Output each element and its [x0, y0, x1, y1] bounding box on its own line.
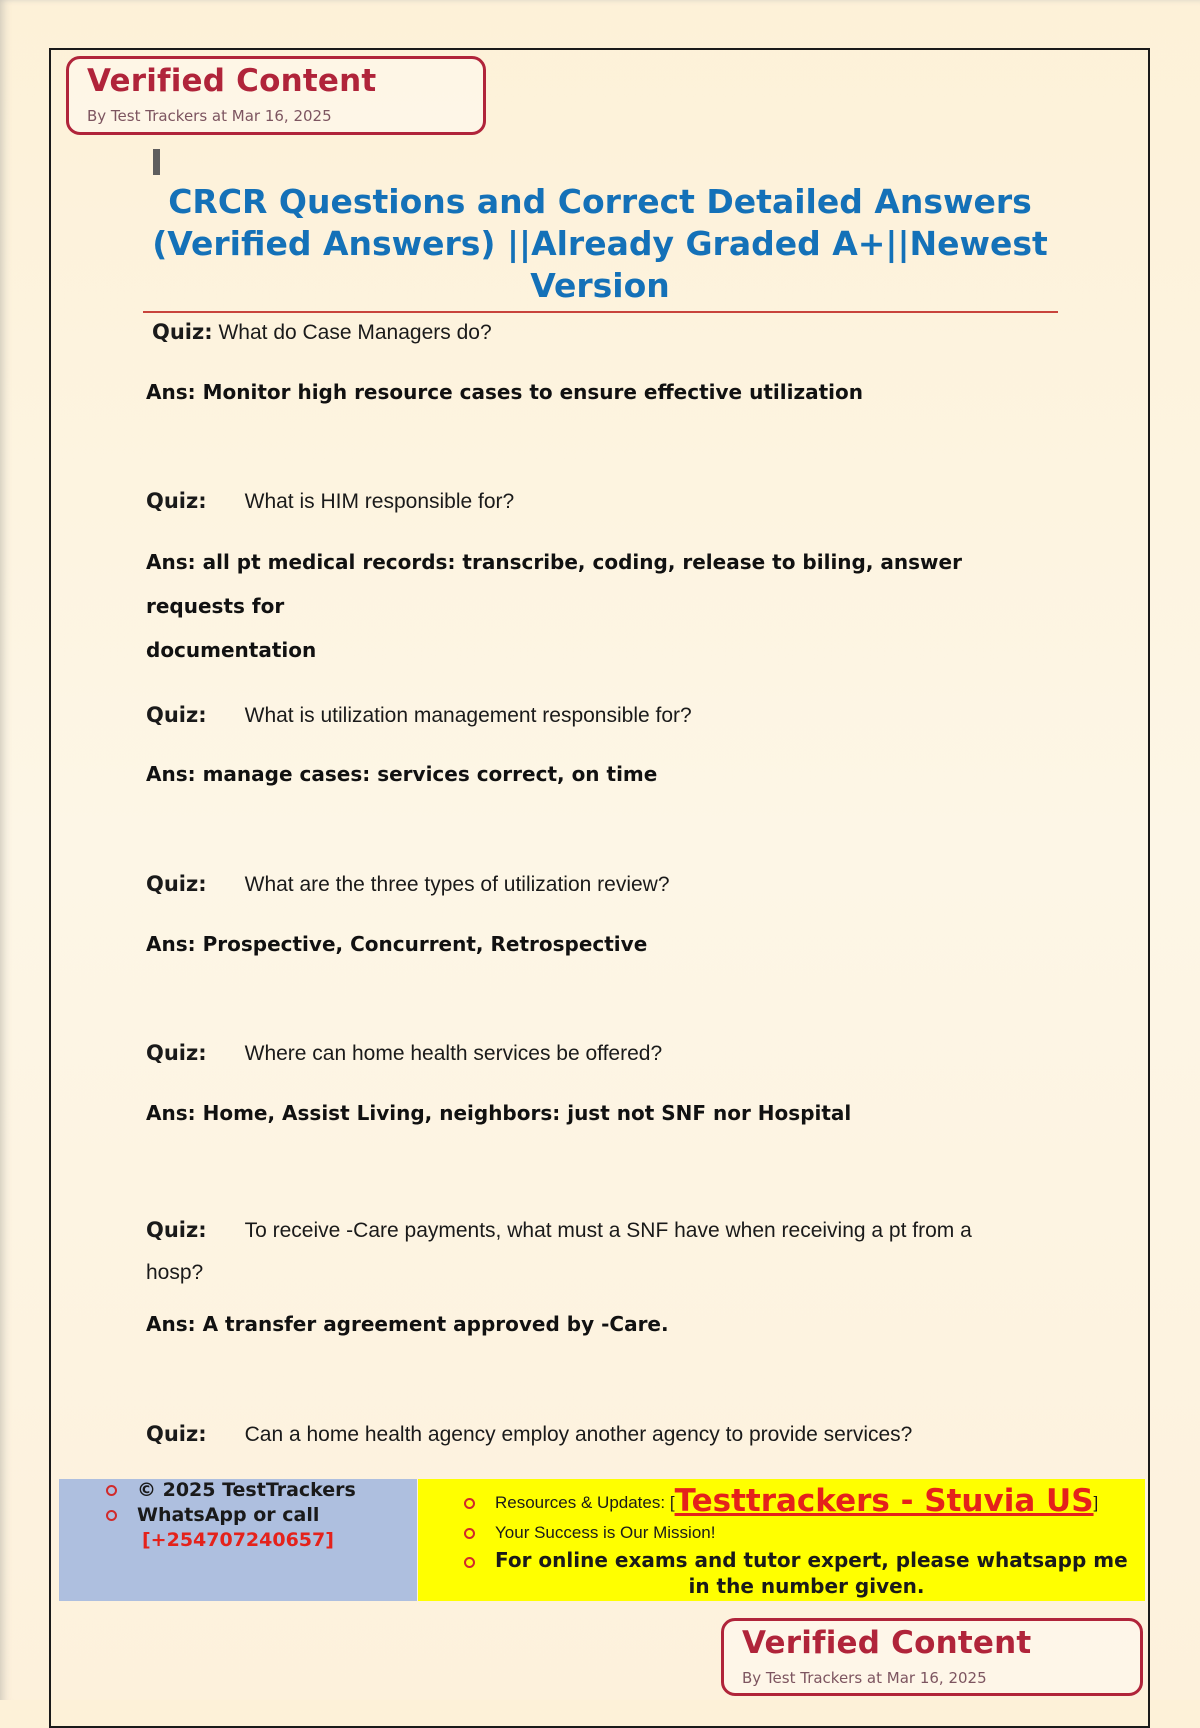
- notice-line-1: For online exams and tutor expert, please whatsapp me: [495, 1548, 1128, 1572]
- answer-text: Monitor high resource cases to ensure effective utilization: [202, 380, 863, 404]
- stamp-title: Verified Content: [87, 63, 377, 99]
- question-text: What are the three types of utilization review?: [244, 873, 670, 896]
- question-text: What is utilization management responsible for?: [244, 704, 692, 727]
- stuvia-link[interactable]: Testtrackers - Stuvia US: [674, 1483, 1094, 1519]
- motto-text: Your Success is Our Mission!: [495, 1523, 716, 1542]
- question-7: [146, 1422, 912, 1447]
- footer-resources-panel: [418, 1479, 1145, 1601]
- ans-label: Ans:: [146, 762, 196, 786]
- document-title: [145, 181, 1055, 307]
- bracket-open: [: [669, 1493, 675, 1512]
- footer-copyright: [106, 1479, 356, 1501]
- stamp-subtitle: By Test Trackers at Mar 16, 2025: [87, 107, 332, 125]
- quiz-label: Quiz:: [152, 320, 213, 344]
- question-text-line-1: To receive -Care payments, what must a SNF have when receiving a pt from a: [244, 1219, 972, 1242]
- answer-5: [146, 1091, 1046, 1135]
- question-3: [146, 703, 692, 728]
- answer-3: [146, 752, 1046, 796]
- footer-phone[interactable]: [+254707240657]: [142, 1529, 334, 1551]
- title-divider: [143, 311, 1058, 313]
- footer-whatsapp: [106, 1504, 319, 1526]
- quiz-label: Quiz:: [146, 489, 207, 513]
- verified-stamp-bottom: [721, 1618, 1143, 1696]
- title-line-1: CRCR Questions and Correct Detailed Answers: [168, 182, 1032, 221]
- bullet-icon: [464, 1528, 475, 1539]
- stamp-subtitle: By Test Trackers at Mar 16, 2025: [742, 1669, 987, 1687]
- ans-label: Ans:: [146, 380, 196, 404]
- ans-label: Ans:: [146, 1101, 196, 1125]
- quiz-label: Quiz:: [146, 1422, 207, 1446]
- question-5: [146, 1041, 662, 1066]
- answer-text: Home, Assist Living, neighbors: just not SNF nor Hospital: [202, 1101, 852, 1125]
- notice-line-2: in the number given.: [688, 1574, 925, 1598]
- question-2: [146, 489, 514, 514]
- footer-motto: [464, 1523, 715, 1543]
- ans-label: Ans:: [146, 932, 196, 956]
- resources-label: Resources & Updates:: [495, 1493, 666, 1512]
- answer-1: [146, 370, 1046, 414]
- footer-notice: [464, 1548, 1128, 1572]
- quiz-label: Quiz:: [146, 703, 207, 727]
- bullet-icon: [464, 1557, 475, 1568]
- whatsapp-label: WhatsApp or call: [137, 1504, 320, 1526]
- verified-stamp-top: [66, 56, 486, 135]
- question-text: What do Case Managers do?: [218, 321, 492, 344]
- quiz-label: Quiz:: [146, 1041, 207, 1065]
- text-cursor: [153, 149, 160, 175]
- bullet-icon: [106, 1510, 117, 1521]
- quiz-label: Quiz:: [146, 1218, 207, 1242]
- bullet-icon: [464, 1498, 475, 1509]
- bullet-icon: [106, 1485, 117, 1496]
- answer-text: manage cases: services correct, on time: [202, 762, 658, 786]
- question-text: Can a home health agency employ another agency to provide services?: [244, 1423, 913, 1446]
- answer-6: [146, 1302, 1046, 1346]
- answer-text: Prospective, Concurrent, Retrospective: [202, 932, 648, 956]
- stamp-title: Verified Content: [742, 1625, 1032, 1661]
- question-4: [146, 872, 670, 897]
- title-line-2: (Verified Answers) ||Already Graded A+||Newest: [152, 224, 1048, 263]
- quiz-label: Quiz:: [146, 872, 207, 896]
- question-1: [152, 320, 492, 345]
- question-text-line-2: hosp?: [146, 1261, 204, 1284]
- footer-contact-panel: [59, 1479, 417, 1601]
- question-6: [146, 1209, 1046, 1294]
- answer-text-line-2: documentation: [146, 638, 317, 662]
- footer-resources: [464, 1483, 1098, 1519]
- ans-label: Ans:: [146, 1312, 196, 1336]
- question-text: Where can home health services be offered?: [244, 1042, 663, 1065]
- copyright-text: © 2025 TestTrackers: [137, 1479, 356, 1501]
- question-text: What is HIM responsible for?: [244, 490, 515, 513]
- answer-text-line-1: all pt medical records: transcribe, coding, release to biling, answer requests for: [146, 550, 962, 618]
- answer-text: A transfer agreement approved by -Care.: [202, 1312, 669, 1336]
- bracket-close: ]: [1093, 1493, 1099, 1512]
- answer-2: [146, 540, 1046, 672]
- title-line-3: Version: [530, 266, 670, 305]
- answer-4: [146, 922, 1046, 966]
- ans-label: Ans:: [146, 550, 196, 574]
